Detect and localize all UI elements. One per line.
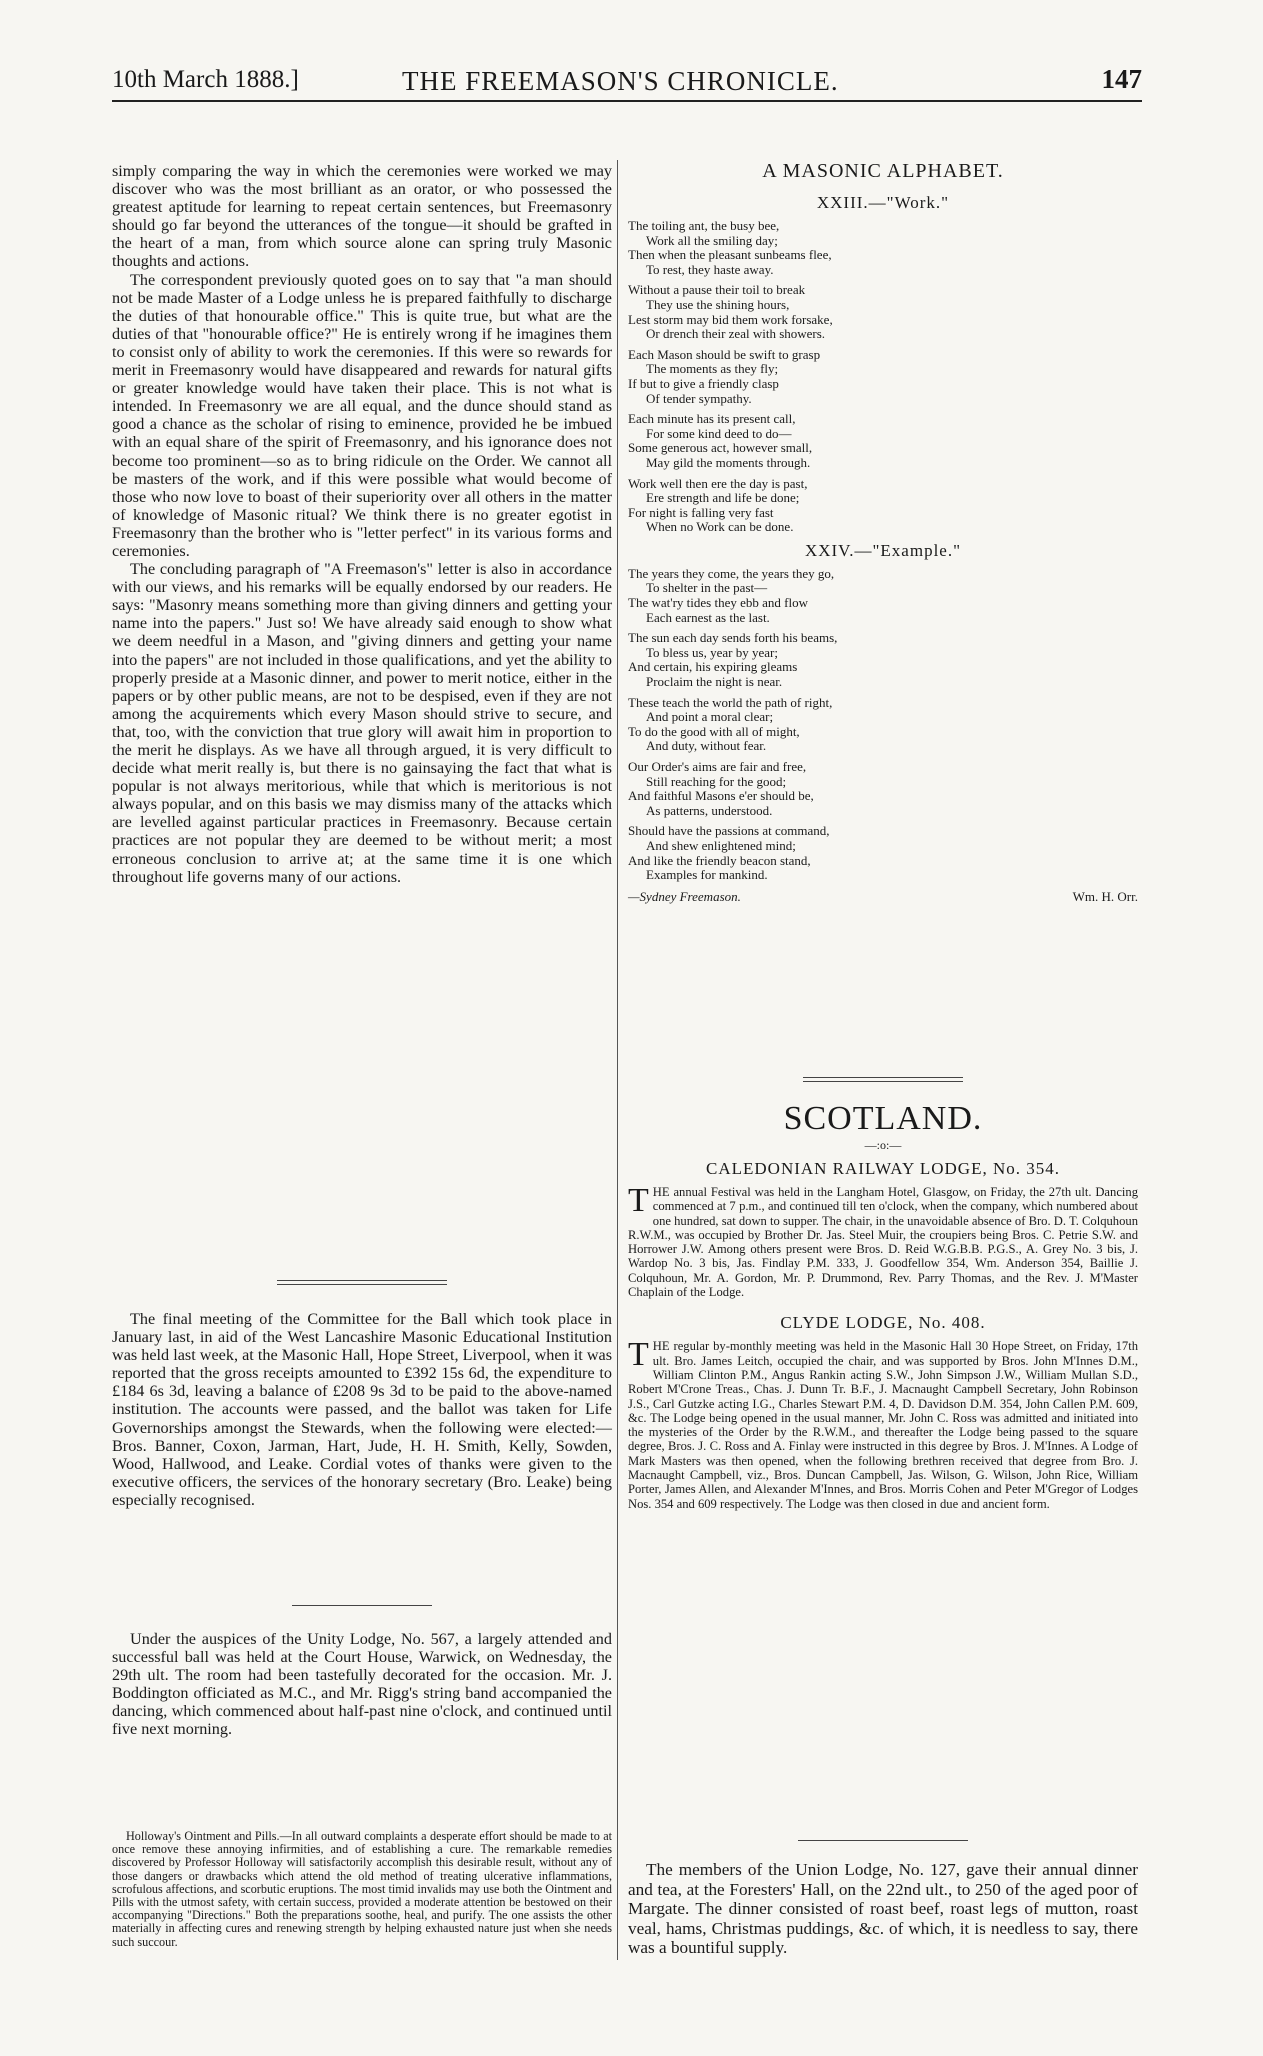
union-paragraph: The members of the Union Lodge, No. 127, gave their annual dinner and tea, at the Foresters' Hall, on the 22nd ult., to 250 of the aged poor of Margate. The dinner consisted of roast beef, roast legs of mutton, roast veal, hams, Christmas puddings, &c. of which, it is needless to say, there was a bountiful supply. <box>628 1860 1138 1957</box>
poem-line: And like the friendly beacon stand, <box>628 852 811 868</box>
poem-line: Each Mason should be swift to grasp <box>628 346 821 362</box>
poem-stanza <box>628 567 1138 625</box>
poem-line: Should have the passions at command, <box>628 823 830 839</box>
poem-stanza <box>628 283 1138 341</box>
publication-title: THE FREEMASON'S CHRONICLE. <box>402 66 839 96</box>
section-rule-4 <box>628 1840 1138 1841</box>
poem-line: And certain, his expiring gleams <box>628 659 798 675</box>
left-column <box>112 162 612 886</box>
poem-stanza <box>628 412 1138 470</box>
poem-stanza <box>628 631 1138 689</box>
poem-line: And point a moral clear; <box>646 709 774 725</box>
holloway-advert <box>112 1830 612 1949</box>
column-divider <box>617 160 618 1960</box>
poem-stanza <box>628 219 1138 277</box>
unity-paragraph: Under the auspices of the Unity Lodge, No. 567, a largely attended and successful ball was held at the Court House, Warwick, on Wednesday, the 29th ult. The room had been tastefully decorated for the occasion. Mr. J. Boddington officiated as M.C., and Mr. Rigg's string band accompanied the dancing, which commenced about half-past nine o'clock, and continued until five next morning. <box>112 1630 612 1739</box>
poem-line: May gild the moments through. <box>646 454 811 470</box>
poem-line: Of tender sympathy. <box>646 390 752 406</box>
poem-line: To shelter in the past— <box>646 580 768 596</box>
poem-line: Each minute has its present call, <box>628 411 796 427</box>
article-paragraph: The correspondent previously quoted goes on to say that "a man should not be made Master of a Lodge unless he is prepared faithfully to discharge the duties of that honourable office." This is quite true, but what are the duties of that "honourable office?" He is entirely wrong if he imagines them to consist only of ability to work the ceremonies. If this were so rewards for merit in Freemasonry would have disappeared and rewards for natural gifts or greater knowledge would have taken their place. This is not what is intended. In Freemasonry we are all equal, and the dunce should stand as good a chance as the scholar of rising to eminence, provided he be imbued with an equal share of the spirit of Freemasonry, and his ignorance does not become too prominent—so as to bring ridicule on the Order. We cannot all be masters of the work, and if this were possible what would become of those who now love to boast of their superiority over all others in the matter of knowledge of Masonic ritual? We think there is no greater egotist in Freemasonry than the brother who is "letter perfect" in its various forms and ceremonies. <box>112 270 612 560</box>
page-header <box>112 62 1142 102</box>
clyde-report <box>628 1336 1138 1511</box>
poem-line: Then when the pleasant sunbeams flee, <box>628 247 832 263</box>
alphabet-title: A MASONIC ALPHABET. <box>762 160 1004 182</box>
caledonian-text: HE annual Festival was held in the Langham Hotel, Glasgow, on Friday, the 27th ult. Dancing commenced at 7 p.m., and continued till ten o'clock, when the company, which numbered about one hundred, sat down to supper. The chair, in the unavoidable absence of Bro. D. T. Colquhoun R.W.M., was occupied by Brother Dr. Jas. Steel Muir, the croupiers being Bros. C. Petrie S.W. and Horrower J.W. Among others present were Bros. D. Reid W.G.B.B. P.G.S., A. Grey No. 3 bis, J. Wardop No. 3 bis, Jas. Findlay P.M. 333, J. Goodfellow 354, Wm. Anderson 354, Baillie J. Colquhoun, Mr. A. Gordon, Mr. P. Drummond, Rev. Parry Thomas, and the Rev. J. M'Master Chaplain of the Lodge. <box>628 1185 1138 1300</box>
poem-line: Our Order's aims are fair and free, <box>628 759 807 774</box>
poem-line: As patterns, understood. <box>646 802 773 818</box>
poem-line: To do the good with all of might, <box>628 723 800 739</box>
part-title: XXIV.—"Example." <box>804 540 962 560</box>
union-lodge-report <box>628 1860 1138 1958</box>
poem-line: The moments as they fly; <box>646 361 779 377</box>
poem-line: Or drench their zeal with showers. <box>646 326 826 342</box>
poem-line: The wat'ry tides they ebb and flow <box>628 595 808 611</box>
poem-line: To bless us, year by year; <box>646 644 778 660</box>
poem-stanza <box>628 824 1138 882</box>
article-paragraph: The concluding paragraph of "A Freemason's" letter is also in accordance with our views, and his remarks will be equally endorsed by our readers. He says: "Masonry means something more than giving dinners and getting your name into the papers." Just so! We have already said enough to show what we deem needful in a Mason, and "giving dinners and getting your name into the papers" are not included in those qualifications, and yet the ability to properly preside at a Masonic dinner, and power to merit notice, either in the papers or by other public means, are not to be despised, even if they are not among the acquirements which every Mason should strive to secure, and that, too, with the conviction that true glory will await him in proportion to the merit he displays. As we have all through argued, it is very difficult to decide what merit really is, but there is no gainsaying the fact that what is popular is not always meritorious, while that which is meritorious is not always popular, and on this basis we may dismiss many of the attacks which are levelled against particular practices in Freemasonry. Because certain practices are not popular they are deemed to be without merit; a most erroneous conclusion to arrive at; at the same time it is one which throughout life governs many of our actions. <box>112 560 612 886</box>
poem-line: Without a pause their toil to break <box>628 282 806 298</box>
poem-line: When no Work can be done. <box>646 519 794 535</box>
poem-line: Lest storm may bid them work forsake, <box>628 311 833 327</box>
clyde-text: HE regular by-monthly meeting was held in the Masonic Hall 30 Hope Street, on Friday, 17th ult. Bro. James Leitch, occupied the chair, and was supported by Bros. John M'Innes D.M., William Clinton P.M., Angus Rankin acting S.W., John Simpson J.W., William Mullan S.D., Robert M'Crone Treas., Chas. J. Dunn Tr. B.F., J. Macnaught Campbell Secretary, John Robinson J.S., Carl Gutzke acting I.G., Charles Stewart P.M. 4, D. Davidson D.M. 354, John Callen P.M. 609, &c. The Lodge being opened in the usual manner, Mr. John C. Ross was admitted and initiated into the mysteries of the Order by the R.W.M., and thereafter the Lodge being passed to the square degree, Bros. J. C. Ross and A. Finlay were instructed in this degree by Bros. J. M'Innes. A Lodge of Mark Masters was then opened, when the following brethren received that degree from Bro. J. Macnaught Campbell, viz., Bros. Duncan Campbell, Jas. Wilson, G. Wilson, John Rice, William Porter, James Allen, and Alexander M'Innes, and Bros. Morris Cohen and Peter M'Gregor of Lodges Nos. 354 and 609 respectively. The Lodge was then closed in due and ancient form. <box>628 1339 1138 1511</box>
poem-line: Proclaim the night is near. <box>646 674 783 690</box>
drop-cap: T <box>628 1336 649 1374</box>
holloway-paragraph: Holloway's Ointment and Pills.—In all outward complaints a desperate effort should be made to at once remove these annoying infirmities, and of establishing a cure. The remarkable remedies discovered by Professor Holloway will satisfactorily accomplish this desirable result, without any of those dangers or drawbacks which attend the old method of treating ulcerative inflammations, scrofulous affections, and scorbutic eruptions. The most timid invalids may use both the Ointment and Pills with the utmost safety, with certain success, provided a moderate attention be bestowed on their accompanying "Directions." Both the preparations soothe, heal, and purify. The one assists the other materially in affecting cures and renewing strength by helping exhausted nature just when she needs such succour. <box>112 1829 612 1949</box>
ornament: —:o:— <box>864 1138 902 1152</box>
poem-line: Work all the smiling day; <box>646 232 778 248</box>
poem-example <box>628 567 1138 883</box>
caledonian-title: CALEDONIAN RAILWAY LODGE, No. 354. <box>706 1159 1060 1178</box>
section-rule-2 <box>112 1605 612 1606</box>
poem-stanza <box>628 477 1138 535</box>
poem-stanza <box>628 760 1138 818</box>
poem-line: They use the shining hours, <box>646 296 790 312</box>
poem-line: Work well then ere the day is past, <box>628 475 808 491</box>
scotland-title: SCOTLAND. <box>783 1100 983 1137</box>
poem-stanza <box>628 696 1138 754</box>
poem-line: Still reaching for the good; <box>646 773 787 789</box>
scotland-section <box>628 1100 1138 1511</box>
article-paragraph: simply comparing the way in which the ceremonies were worked we may discover who was the most brilliant as an orator, or who possessed the greatest aptitude for learning to repeat certain sentences, but Freemasonry should go far beyond the utterances of the tongue—it should be grafted in the heart of a man, from which source alone can spring truly Masonic thoughts and actions. <box>112 162 612 271</box>
unity-lodge-report <box>112 1630 612 1739</box>
clyde-title: CLYDE LODGE, No. 408. <box>780 1313 986 1333</box>
page-number: 147 <box>1101 64 1142 94</box>
poem-line: These teach the world the path of right, <box>628 694 833 710</box>
poem-line: To rest, they haste away. <box>646 261 774 277</box>
poem-line: And faithful Masons e'er should be, <box>628 788 814 804</box>
ball-report <box>112 1310 612 1509</box>
caledonian-report <box>628 1182 1138 1300</box>
poem-line: Examples for mankind. <box>646 867 768 883</box>
poem-line: The years they come, the years they go, <box>628 565 835 581</box>
poem-author: Wm. H. Orr. <box>1072 888 1138 904</box>
poem-line: The toiling ant, the busy bee, <box>628 218 780 233</box>
poem-line: Each earnest as the last. <box>646 609 770 625</box>
poem-line: If but to give a friendly clasp <box>628 375 779 391</box>
editorial-article <box>112 162 612 886</box>
poem-stanza <box>628 348 1138 406</box>
masonic-alphabet <box>628 160 1138 905</box>
ball-paragraph: The final meeting of the Committee for the Ball which took place in January last, in aid of the West Lancashire Masonic Educational Institution was held last week, at the Masonic Hall, Hope Street, Liverpool, when it was reported that the gross receipts amounted to £392 15s 6d, the expenditure to £184 6s 3d, leaving a balance of £208 9s 3d to be paid to the above-named institution. The accounts were passed, and the ballot was taken for Life Governorships amongst the Stewards, when the following were elected:—Bros. Banner, Coxon, Jarman, Hart, Jude, H. H. Smith, Kelly, Sowden, Wood, Hallwood, and Leake. Cordial votes of thanks were given to the executive officers, the services of the honorary secretary (Bro. Leake) being especially recognised. <box>112 1310 612 1509</box>
issue-date: 10th March 1888.] <box>112 66 299 93</box>
poem-line: The sun each day sends forth his beams, <box>628 630 838 646</box>
poem-source: —Sydney Freemason. <box>628 888 741 904</box>
part-title: XXIII.—"Work." <box>816 193 950 212</box>
section-rule-1 <box>112 1280 612 1285</box>
drop-cap: T <box>628 1182 649 1219</box>
poem-line: And duty, without fear. <box>646 738 767 754</box>
poem-signature <box>628 889 1138 905</box>
poem-line: Some generous act, however small, <box>628 440 813 456</box>
poem-line: Ere strength and life be done; <box>646 490 800 506</box>
section-rule-3 <box>628 1077 1138 1082</box>
poem-work <box>628 219 1138 535</box>
poem-line: And shew enlightened mind; <box>646 837 796 853</box>
poem-line: For some kind deed to do— <box>646 425 792 441</box>
poem-line: For night is falling very fast <box>628 504 774 520</box>
